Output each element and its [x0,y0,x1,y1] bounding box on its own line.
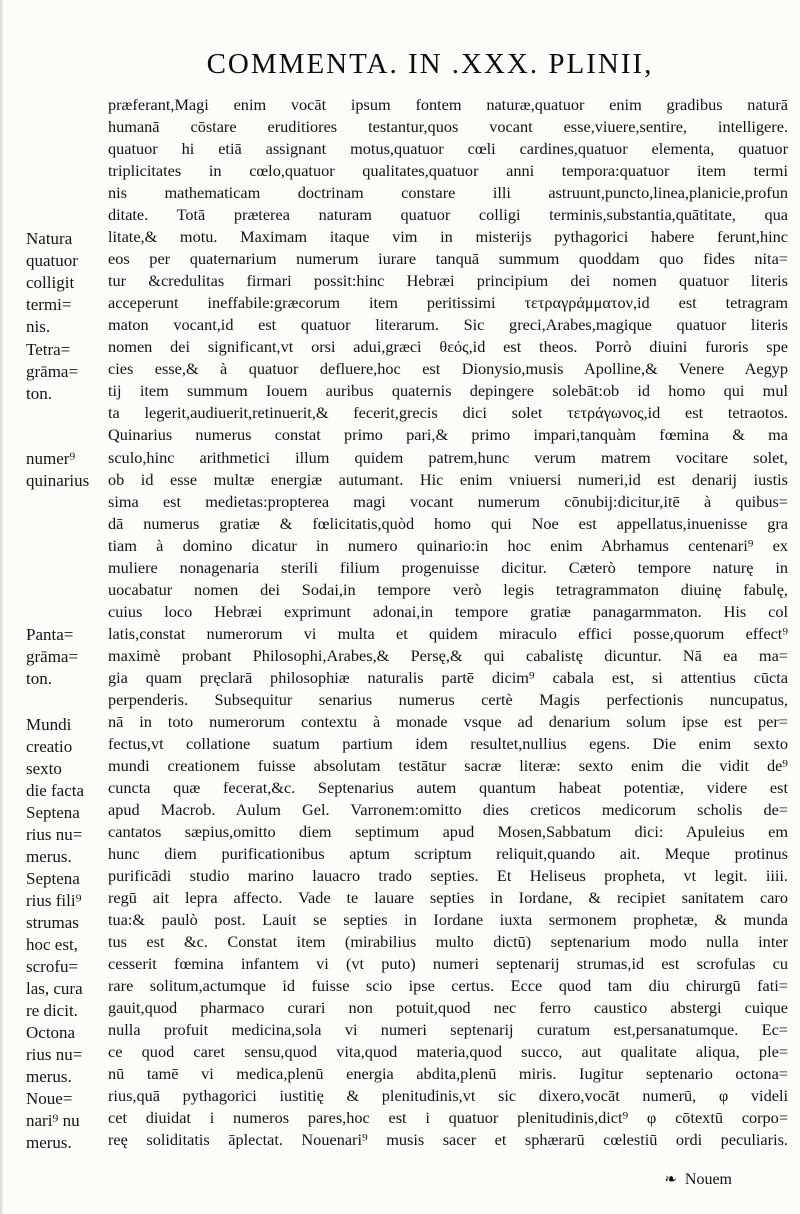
margin-note-natura [26,228,100,338]
margin-note-line: Natura [26,229,73,248]
margin-note-line: Septena [26,869,80,888]
margin-note-line: nari⁹ nu [26,1111,80,1130]
text-line: triplicitates in cœlo,quatuor qualitates,quatuor anni tempora:quatuor item termi [108,161,788,181]
text-line: nomen dei significant,vt orsi adui,græci θεός,id est theos. Porrò diuini furoris spe [108,337,788,357]
text-line: humanā cōstare eruditiores testantur,quos vocant esse,viuere,sentire, intelligere. [108,117,788,137]
margin-note-line: numer⁹ [26,449,76,468]
text-line: muliere nonagenaria sterili filium progenuisse dicitur. Cæterò tempore naturę in [108,557,788,577]
text-line: cies esse,& à quatuor defluere,hoc est Dionysio,musis Apolline,& Venere Aegyp [108,359,788,379]
text-line: quatuor hi etiā assignant motus,quatuor cœli cardines,quatuor elementa, quatuor [108,139,788,159]
text-line: mundi creationem fuisse absolutam testātur sacræ literæ: sexto enim die vidit de⁹ [108,755,788,775]
text-line: cesserit fœmina infantem vi (vt puto) numeri septenarij strumas,id est scrofulas cu [108,954,788,974]
margin-note-line: merus. [26,847,72,866]
margin-note-line: grāma= [26,647,79,666]
text-line: sima est medietas:propterea magi vocant numerum cōnubij:dicitur,itē à quibus= [108,491,788,511]
margin-note-line: rius nu= [26,825,83,844]
text-line: nā in toto numerorum contextu à monade vsque ad denarium solum ipse est per= [108,711,788,731]
margin-note-line: ton. [26,384,52,403]
margin-note-line: creatio [26,737,73,756]
margin-note-line: las, cura [26,979,83,998]
text-line: tur &credulitas firmari possit:hinc Hebræi principium dei nomen quatuor literis [108,271,788,291]
text-line: purificādi studio marino lauacro trado septies. Et Heliseus propheta, vt legit. iiii. [108,866,788,886]
margin-note-line: re dicit. [26,1001,78,1020]
margin-note-line: merus. [26,1067,72,1086]
margin-note-pantagrammaton [26,624,100,690]
margin-note-line: termi= [26,295,72,314]
margin-note-tetragrammaton [26,339,100,405]
margin-note-line: hoc est, [26,935,78,954]
text-line: reę soliditatis āplectat. Nouenari⁹ musis sacer et sphærarū cœlestiū ordi peculiaris. [108,1130,788,1150]
text-line: ditate. Totā præterea naturam quatuor colligi terminis,substantia,quātitate, qua [108,205,788,225]
margin-note-line: colligit [26,273,75,292]
running-head: COMMENTA. IN .XXX. PLINII, [206,48,654,80]
fleuron-icon: ❧ [664,1172,677,1188]
text-line: eos per quaternarium numerum iurare tanquā summum quoddam quo fides nita= [108,249,788,269]
margin-note-line: Tetra= [26,340,71,359]
catchword-text: Nouem [684,1171,732,1188]
text-line: cet diuidat i numeros pares,hoc est i quatuor plenitudinis,dict⁹ φ cōtextū corpo= [108,1108,788,1128]
text-line: acceperunt ineffabile:græcorum item peritissimi τετραγράμματον,id est tetragram [108,293,788,313]
margin-note-line: Panta= [26,625,74,644]
margin-note-mundi-creatio [26,714,100,1154]
margin-note-line: scrofu= [26,957,79,976]
text-line: regū ait lepra affecto. Vade te lauare septies in Iordane, & recipiet sanitatem caro [108,888,788,908]
margin-note-line: sexto [26,759,62,778]
text-line: maximè probant Philosophi,Arabes,& Persę,& qui cabalistę dicuntur. Nā ea ma= [108,645,788,665]
margin-note-line: rius nu= [26,1045,83,1064]
text-line: tus est &c. Constat item (mirabilius multo dictū) septenarium modo nulla inter [108,932,788,952]
text-line: dā numerus gratiæ & fœlicitatis,quòd homo qui Noe est appellatus,inuenisse gra [108,513,788,533]
margin-note-line: merus. [26,1133,72,1152]
margin-note-line: quatuor [26,251,78,270]
margin-note-line: rius fili⁹ [26,891,82,910]
text-line: fectus,vt collatione suatum partium idem resultet,nullius egens. Die enim sexto [108,733,788,753]
margin-note-line: Septena [26,803,80,822]
margin-note-line: Mundi [26,715,72,734]
text-line: rius,quā pythagorici iustitię & plenitudinis,vt sic dixero,vocāt numerū, φ videli [108,1086,788,1106]
margin-note-line: strumas [26,913,79,932]
text-line: rare solitum,actumque id fuisse scio ipse certus. Ecce quod tam diu chirurgū fati= [108,976,788,996]
margin-note-quinarius [26,448,100,492]
page-gutter-edge [0,0,4,1214]
text-line: litate,& motu. Maximam itaque vim in misterijs pythagorici habere ferunt,hinc [108,227,788,247]
margin-note-line: Octona [26,1023,76,1042]
text-line: apud Macrob. Aulum Gel. Varronem:omitto dies creticos medicorum scholis de= [108,800,788,819]
text-line: uocabatur nomen dei Sodai,in tempore verò legis tetragrammaton diuinę fabulę, [108,579,788,599]
text-line: gia quam pręclarā philosophiæ naturalis partē dicim⁹ cabala est, si attentius cūcta [108,667,788,687]
text-line: tij item summum Iouem auribus quaternis depingere solebāt:ob id homo qui mul [108,381,788,401]
text-line: ob id esse multæ energiæ autumant. Hic enim vniuersi numeri,id est denarij iustis [108,469,788,489]
text-line: hunc diem purificationibus aptum scriptum reliquit,quando ait. Meque protinus [108,844,788,864]
margin-note-line: Noue= [26,1089,73,1108]
catchword [664,1170,732,1189]
text-line: maton vocant,id est quatuor literarum. Sic greci,Arabes,magique quatuor literis [108,315,788,335]
text-line: ce quod caret sensu,quod vita,quod materia,quod succo, aut qualitate aliqua, ple= [108,1042,788,1062]
text-line: nū tamē vi medica,plenū energia abdita,plenū miris. Iugitur septenario octona= [108,1064,788,1084]
text-line: cuncta quæ fecerat,&c. Septenarius autem quantum habeat potentiæ, videre est [108,777,788,797]
text-line: Quinarius numerus constat primo pari,& primo impari,tanquàm fœmina & ma [108,425,788,445]
margin-note-line: ton. [26,669,52,688]
text-line: cantatos sæpius,omitto diem septimum apud Mosen,Sabbatum dici: Apuleius em [108,822,788,842]
text-line: sculo,hinc arithmetici illum quidem patrem,hunc verum matrem vocitare solet, [108,447,788,467]
text-line: perpenderis. Subsequitur senarius numerus certè Magis perfectionis nuncupatus, [108,689,788,709]
main-text-block [108,94,788,1152]
text-line: tiam à domino dicatur in numero quinario:in hoc enim Abrhamus centenari⁹ ex [108,535,788,555]
text-line: tua:& paulò post. Lauit se septies in Iordane iuxta sermonem prophetæ, & munda [108,910,788,930]
text-line: præferant,Magi enim vocāt ipsum fontem naturæ,quatuor enim gradibus naturā [108,95,788,114]
text-line: ta legerit,audiuerit,retinuerit,& fecerit,grecis dici solet τετράγωνος,id est tetraotos. [108,403,788,423]
margin-note-line: nis. [26,317,51,336]
margin-note-line: die facta [26,781,85,800]
margin-note-line: quinarius [26,471,90,490]
text-line: nulla profuit medicina,sola vi numeri septenarij curatum est,persanatumque. Ec= [108,1020,788,1040]
text-line: nis mathematicam doctrinam constare illi astruunt,puncto,linea,planicie,profun [108,183,788,203]
text-line: cuius loco Hebræi exprimunt adonai,in tempore gratiæ panagarmmaton. His col [108,601,788,621]
text-line: latis,constat numerorum vi multa et quidem miraculo effici posse,quorum effect⁹ [108,623,788,643]
margin-note-line: grāma= [26,362,79,381]
text-line: gauit,quod pharmaco curari non potuit,quod nec ferro caustico abstergi cuique [108,998,788,1018]
